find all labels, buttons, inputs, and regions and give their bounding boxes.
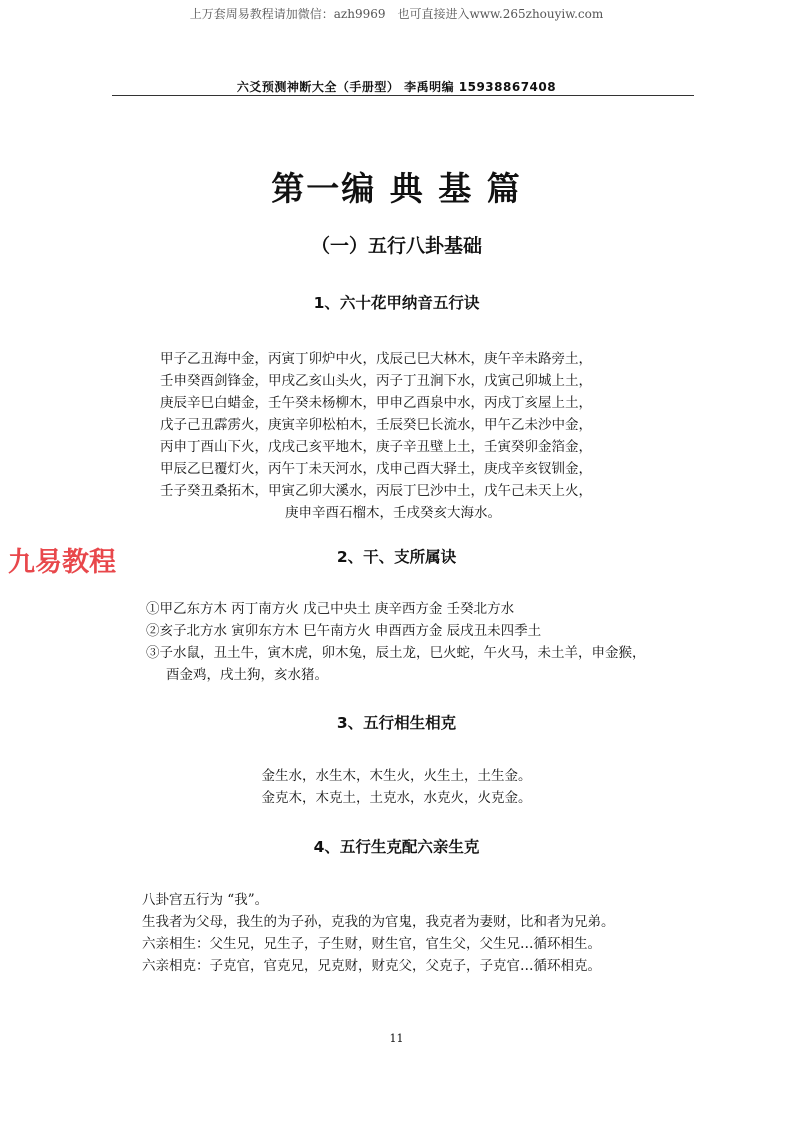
watermark-text: 九易教程 bbox=[8, 547, 116, 578]
page-number: 11 bbox=[389, 1032, 404, 1045]
subsection-4-title: 4、五行生克配六亲生克 bbox=[313, 838, 480, 856]
subsection-3-title: 3、五行相生相克 bbox=[336, 714, 457, 732]
subsection-2-title: 2、干、支所属诀 bbox=[336, 548, 457, 566]
shengke-line-2: 金克木，木克土，土克水，水克火，火克金。 bbox=[261, 790, 532, 806]
nayin-line-6: 甲辰乙巳覆灯火，丙午丁未天河水，戊申己酉大驿土，庚戌辛亥钗钏金， bbox=[160, 461, 592, 477]
nayin-line-8: 庚申辛酉石榴木，壬戌癸亥大海水。 bbox=[285, 505, 501, 521]
nayin-line-4: 戊子己丑霹雳火，庚寅辛卯松柏木，壬辰癸巳长流水，甲午乙未沙中金， bbox=[160, 417, 592, 433]
liuqin-line-2: 生我者为父母，我生的为子孙，克我的为官鬼，我克者为妻财，比和者为兄弟。 bbox=[142, 914, 615, 930]
header-rule bbox=[112, 95, 694, 96]
running-header: 六爻预测神断大全（手册型） 李禹明编 15938867408 bbox=[236, 80, 557, 94]
chapter-title: 第一编 典 基 篇 bbox=[271, 169, 522, 208]
ganzhi-line-1: ①甲乙东方木 丙丁南方火 戊己中央土 庚辛西方金 壬癸北方水 bbox=[146, 601, 515, 617]
nayin-line-2: 壬申癸酉剑锋金，甲戌乙亥山头火，丙子丁丑涧下水，戊寅己卯城上土， bbox=[160, 373, 592, 389]
top-banner: 上万套周易教程请加微信：azh9969 也可直接进入www.265zhouyiw.com bbox=[189, 7, 604, 21]
nayin-line-7: 壬子癸丑桑拓木，甲寅乙卯大溪水，丙辰丁巳沙中土，戊午己未天上火， bbox=[160, 483, 592, 499]
ganzhi-line-3: ③子水鼠，丑土牛，寅木虎，卯木兔，辰土龙，巳火蛇，午火马，未土羊，申金猴， bbox=[146, 645, 646, 661]
ganzhi-line-4: 酉金鸡，戌土狗，亥水猪。 bbox=[166, 667, 328, 683]
liuqin-line-3: 六亲相生：父生兄，兄生子，子生财，财生官，官生父，父生兄…循环相生。 bbox=[142, 936, 601, 952]
ganzhi-line-2: ②亥子北方水 寅卯东方木 巳午南方火 申酉西方金 辰戌丑未四季土 bbox=[146, 623, 542, 639]
nayin-line-5: 丙申丁酉山下火，戊戌己亥平地木，庚子辛丑壁上土，壬寅癸卯金箔金， bbox=[160, 439, 592, 455]
liuqin-line-1: 八卦宫五行为 “我”。 bbox=[142, 892, 269, 908]
nayin-line-3: 庚辰辛巳白蜡金，壬午癸未杨柳木，甲申乙酉泉中水，丙戌丁亥屋上土， bbox=[160, 395, 592, 411]
liuqin-line-4: 六亲相克：子克官，官克兄，兄克财，财克父，父克子，子克官…循环相克。 bbox=[142, 958, 601, 974]
section-title: （一）五行八卦基础 bbox=[310, 235, 482, 257]
nayin-line-1: 甲子乙丑海中金，丙寅丁卯炉中火，戊辰己巳大林木，庚午辛未路旁土， bbox=[160, 351, 592, 367]
subsection-1-title: 1、六十花甲纳音五行诀 bbox=[313, 294, 480, 312]
shengke-line-1: 金生水，水生木，木生火，火生土，土生金。 bbox=[261, 768, 532, 784]
